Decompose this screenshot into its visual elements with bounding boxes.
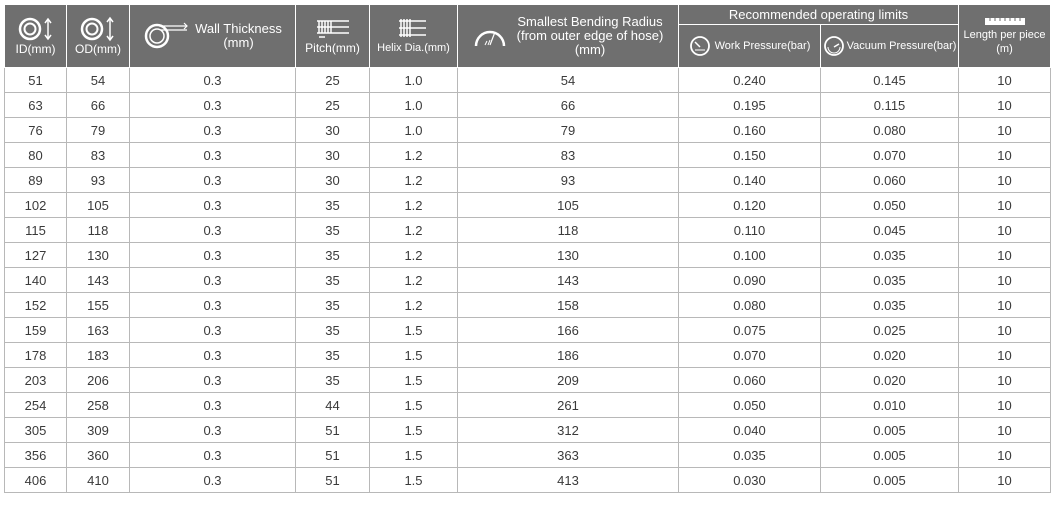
cell-vacuum-pressure: 0.005 <box>821 468 959 493</box>
cell-pitch: 51 <box>296 443 370 468</box>
header-id-label: ID(mm) <box>15 42 56 56</box>
cell-od: 93 <box>67 168 130 193</box>
cell-vacuum-pressure: 0.035 <box>821 293 959 318</box>
cell-bend-radius: 83 <box>458 143 679 168</box>
cell-bend-radius: 93 <box>458 168 679 193</box>
cell-work-pressure: 0.080 <box>679 293 821 318</box>
cell-vacuum-pressure: 0.010 <box>821 393 959 418</box>
cell-work-pressure: 0.140 <box>679 168 821 193</box>
cell-length: 10 <box>959 293 1051 318</box>
helix-spring-icon <box>394 17 434 41</box>
cell-helix-dia: 1.2 <box>370 193 458 218</box>
cell-bend-radius: 312 <box>458 418 679 443</box>
vacuum-gauge-icon <box>823 35 845 57</box>
header-bend-line2: (from outer edge of hose) <box>516 28 664 43</box>
header-work-label: Work Pressure(bar) <box>714 40 811 53</box>
cell-work-pressure: 0.150 <box>679 143 821 168</box>
header-operating-limits <box>679 5 959 25</box>
wall-thickness-icon <box>143 22 191 50</box>
cell-length: 10 <box>959 218 1051 243</box>
cell-od: 83 <box>67 143 130 168</box>
table-row <box>5 268 1051 293</box>
cell-work-pressure: 0.035 <box>679 443 821 468</box>
header-helix-label: Helix Dia.(mm) <box>377 42 450 54</box>
cell-pitch: 51 <box>296 418 370 443</box>
cell-id: 102 <box>5 193 67 218</box>
pitch-spring-icon <box>313 17 353 41</box>
cell-vacuum-pressure: 0.035 <box>821 243 959 268</box>
cell-vacuum-pressure: 0.005 <box>821 418 959 443</box>
cell-vacuum-pressure: 0.025 <box>821 318 959 343</box>
cell-pitch: 30 <box>296 168 370 193</box>
cell-pitch: 35 <box>296 293 370 318</box>
cell-vacuum-pressure: 0.045 <box>821 218 959 243</box>
table-row <box>5 343 1051 368</box>
table-row <box>5 318 1051 343</box>
cell-wall-thickness: 0.3 <box>130 243 296 268</box>
cell-bend-radius: 143 <box>458 268 679 293</box>
cell-work-pressure: 0.070 <box>679 343 821 368</box>
cell-id: 89 <box>5 168 67 193</box>
cell-work-pressure: 0.060 <box>679 368 821 393</box>
table-row <box>5 218 1051 243</box>
header-wall-thickness <box>130 5 296 68</box>
header-limits-label: Recommended operating limits <box>728 6 909 22</box>
cell-pitch: 35 <box>296 193 370 218</box>
cell-bend-radius: 66 <box>458 93 679 118</box>
table-row <box>5 468 1051 493</box>
cell-wall-thickness: 0.3 <box>130 168 296 193</box>
cell-od: 66 <box>67 93 130 118</box>
header-bend-line1: Smallest Bending Radius <box>517 14 663 29</box>
cell-pitch: 30 <box>296 143 370 168</box>
cell-pitch: 25 <box>296 93 370 118</box>
cell-od: 155 <box>67 293 130 318</box>
cell-length: 10 <box>959 318 1051 343</box>
table-row <box>5 443 1051 468</box>
table-row <box>5 118 1051 143</box>
cell-length: 10 <box>959 468 1051 493</box>
cell-work-pressure: 0.240 <box>679 68 821 93</box>
cell-length: 10 <box>959 393 1051 418</box>
cell-wall-thickness: 0.3 <box>130 443 296 468</box>
cell-id: 51 <box>5 68 67 93</box>
cell-id: 305 <box>5 418 67 443</box>
cell-work-pressure: 0.040 <box>679 418 821 443</box>
cell-length: 10 <box>959 343 1051 368</box>
cell-bend-radius: 166 <box>458 318 679 343</box>
cell-helix-dia: 1.0 <box>370 118 458 143</box>
header-work-pressure <box>679 25 821 68</box>
cell-id: 140 <box>5 268 67 293</box>
cell-work-pressure: 0.110 <box>679 218 821 243</box>
table-row <box>5 193 1051 218</box>
cell-work-pressure: 0.030 <box>679 468 821 493</box>
header-wall-line2: (mm) <box>223 35 254 50</box>
table-row <box>5 143 1051 168</box>
cell-work-pressure: 0.100 <box>679 243 821 268</box>
table-row <box>5 393 1051 418</box>
cell-id: 152 <box>5 293 67 318</box>
cell-wall-thickness: 0.3 <box>130 143 296 168</box>
cell-od: 410 <box>67 468 130 493</box>
header-id <box>5 5 67 68</box>
cell-vacuum-pressure: 0.020 <box>821 368 959 393</box>
cell-od: 143 <box>67 268 130 293</box>
cell-vacuum-pressure: 0.035 <box>821 268 959 293</box>
cell-pitch: 30 <box>296 118 370 143</box>
cell-id: 178 <box>5 343 67 368</box>
cell-pitch: 35 <box>296 218 370 243</box>
cell-length: 10 <box>959 93 1051 118</box>
cell-bend-radius: 105 <box>458 193 679 218</box>
cell-bend-radius: 186 <box>458 343 679 368</box>
cell-helix-dia: 1.5 <box>370 468 458 493</box>
header-pitch-label: Pitch(mm) <box>305 41 360 55</box>
cell-wall-thickness: 0.3 <box>130 218 296 243</box>
cell-bend-radius: 261 <box>458 393 679 418</box>
cell-pitch: 35 <box>296 268 370 293</box>
cell-bend-radius: 54 <box>458 68 679 93</box>
cell-od: 130 <box>67 243 130 268</box>
cell-od: 206 <box>67 368 130 393</box>
cell-vacuum-pressure: 0.115 <box>821 93 959 118</box>
cell-pitch: 25 <box>296 68 370 93</box>
cell-wall-thickness: 0.3 <box>130 418 296 443</box>
cell-od: 54 <box>67 68 130 93</box>
cell-pitch: 44 <box>296 393 370 418</box>
table-row <box>5 68 1051 93</box>
cell-wall-thickness: 0.3 <box>130 118 296 143</box>
table-row <box>5 418 1051 443</box>
cell-wall-thickness: 0.3 <box>130 93 296 118</box>
table-row <box>5 243 1051 268</box>
cell-work-pressure: 0.195 <box>679 93 821 118</box>
header-pitch <box>296 5 370 68</box>
hose-spec-table <box>4 4 1051 493</box>
cell-bend-radius: 158 <box>458 293 679 318</box>
length-ruler-icon <box>983 16 1027 28</box>
header-od <box>67 5 130 68</box>
cell-bend-radius: 209 <box>458 368 679 393</box>
cell-pitch: 51 <box>296 468 370 493</box>
id-rings-icon <box>16 16 56 42</box>
cell-od: 163 <box>67 318 130 343</box>
bend-radius-gauge-icon <box>473 24 507 48</box>
cell-length: 10 <box>959 243 1051 268</box>
cell-helix-dia: 1.5 <box>370 418 458 443</box>
cell-vacuum-pressure: 0.070 <box>821 143 959 168</box>
cell-bend-radius: 413 <box>458 468 679 493</box>
cell-helix-dia: 1.5 <box>370 318 458 343</box>
cell-pitch: 35 <box>296 368 370 393</box>
header-length <box>959 5 1051 68</box>
cell-work-pressure: 0.050 <box>679 393 821 418</box>
cell-id: 159 <box>5 318 67 343</box>
cell-od: 258 <box>67 393 130 418</box>
spec-table-body <box>5 68 1051 493</box>
cell-length: 10 <box>959 418 1051 443</box>
cell-vacuum-pressure: 0.145 <box>821 68 959 93</box>
cell-helix-dia: 1.0 <box>370 93 458 118</box>
header-od-label: OD(mm) <box>75 42 121 56</box>
cell-wall-thickness: 0.3 <box>130 318 296 343</box>
cell-length: 10 <box>959 118 1051 143</box>
work-pressure-gauge-icon <box>689 35 711 57</box>
cell-bend-radius: 363 <box>458 443 679 468</box>
cell-od: 309 <box>67 418 130 443</box>
cell-vacuum-pressure: 0.050 <box>821 193 959 218</box>
cell-od: 183 <box>67 343 130 368</box>
cell-id: 76 <box>5 118 67 143</box>
table-row <box>5 368 1051 393</box>
od-rings-icon <box>78 16 118 42</box>
header-length-line1: Length per piece <box>963 29 1046 41</box>
header-bend-radius <box>458 5 679 68</box>
header-bend-line3: (mm) <box>574 42 606 57</box>
cell-id: 115 <box>5 218 67 243</box>
cell-id: 63 <box>5 93 67 118</box>
table-row <box>5 93 1051 118</box>
cell-helix-dia: 1.2 <box>370 218 458 243</box>
cell-wall-thickness: 0.3 <box>130 293 296 318</box>
cell-vacuum-pressure: 0.080 <box>821 118 959 143</box>
cell-work-pressure: 0.075 <box>679 318 821 343</box>
cell-helix-dia: 1.2 <box>370 143 458 168</box>
cell-wall-thickness: 0.3 <box>130 393 296 418</box>
header-helix <box>370 5 458 68</box>
cell-wall-thickness: 0.3 <box>130 468 296 493</box>
cell-helix-dia: 1.5 <box>370 393 458 418</box>
cell-id: 356 <box>5 443 67 468</box>
header-vacuum-pressure <box>821 25 959 68</box>
cell-pitch: 35 <box>296 243 370 268</box>
cell-wall-thickness: 0.3 <box>130 193 296 218</box>
cell-length: 10 <box>959 193 1051 218</box>
cell-wall-thickness: 0.3 <box>130 268 296 293</box>
cell-wall-thickness: 0.3 <box>130 343 296 368</box>
cell-id: 80 <box>5 143 67 168</box>
cell-work-pressure: 0.120 <box>679 193 821 218</box>
cell-vacuum-pressure: 0.020 <box>821 343 959 368</box>
cell-length: 10 <box>959 368 1051 393</box>
cell-wall-thickness: 0.3 <box>130 368 296 393</box>
cell-work-pressure: 0.160 <box>679 118 821 143</box>
cell-helix-dia: 1.2 <box>370 168 458 193</box>
cell-helix-dia: 1.5 <box>370 443 458 468</box>
cell-pitch: 35 <box>296 343 370 368</box>
cell-vacuum-pressure: 0.060 <box>821 168 959 193</box>
cell-helix-dia: 1.2 <box>370 243 458 268</box>
cell-vacuum-pressure: 0.005 <box>821 443 959 468</box>
table-row <box>5 293 1051 318</box>
cell-bend-radius: 130 <box>458 243 679 268</box>
cell-od: 118 <box>67 218 130 243</box>
cell-id: 127 <box>5 243 67 268</box>
cell-length: 10 <box>959 68 1051 93</box>
cell-helix-dia: 1.5 <box>370 343 458 368</box>
cell-work-pressure: 0.090 <box>679 268 821 293</box>
cell-helix-dia: 1.0 <box>370 68 458 93</box>
cell-helix-dia: 1.5 <box>370 368 458 393</box>
cell-helix-dia: 1.2 <box>370 268 458 293</box>
cell-length: 10 <box>959 168 1051 193</box>
header-length-line2: (m) <box>996 43 1013 55</box>
cell-od: 105 <box>67 193 130 218</box>
table-row <box>5 168 1051 193</box>
cell-helix-dia: 1.2 <box>370 293 458 318</box>
cell-length: 10 <box>959 268 1051 293</box>
header-vacuum-label: Vacuum Pressure(bar) <box>846 40 957 53</box>
cell-length: 10 <box>959 143 1051 168</box>
header-wall-line1: Wall Thickness <box>195 21 282 36</box>
cell-bend-radius: 79 <box>458 118 679 143</box>
cell-length: 10 <box>959 443 1051 468</box>
cell-pitch: 35 <box>296 318 370 343</box>
cell-od: 79 <box>67 118 130 143</box>
cell-id: 406 <box>5 468 67 493</box>
cell-od: 360 <box>67 443 130 468</box>
cell-id: 254 <box>5 393 67 418</box>
cell-id: 203 <box>5 368 67 393</box>
cell-wall-thickness: 0.3 <box>130 68 296 93</box>
cell-bend-radius: 118 <box>458 218 679 243</box>
